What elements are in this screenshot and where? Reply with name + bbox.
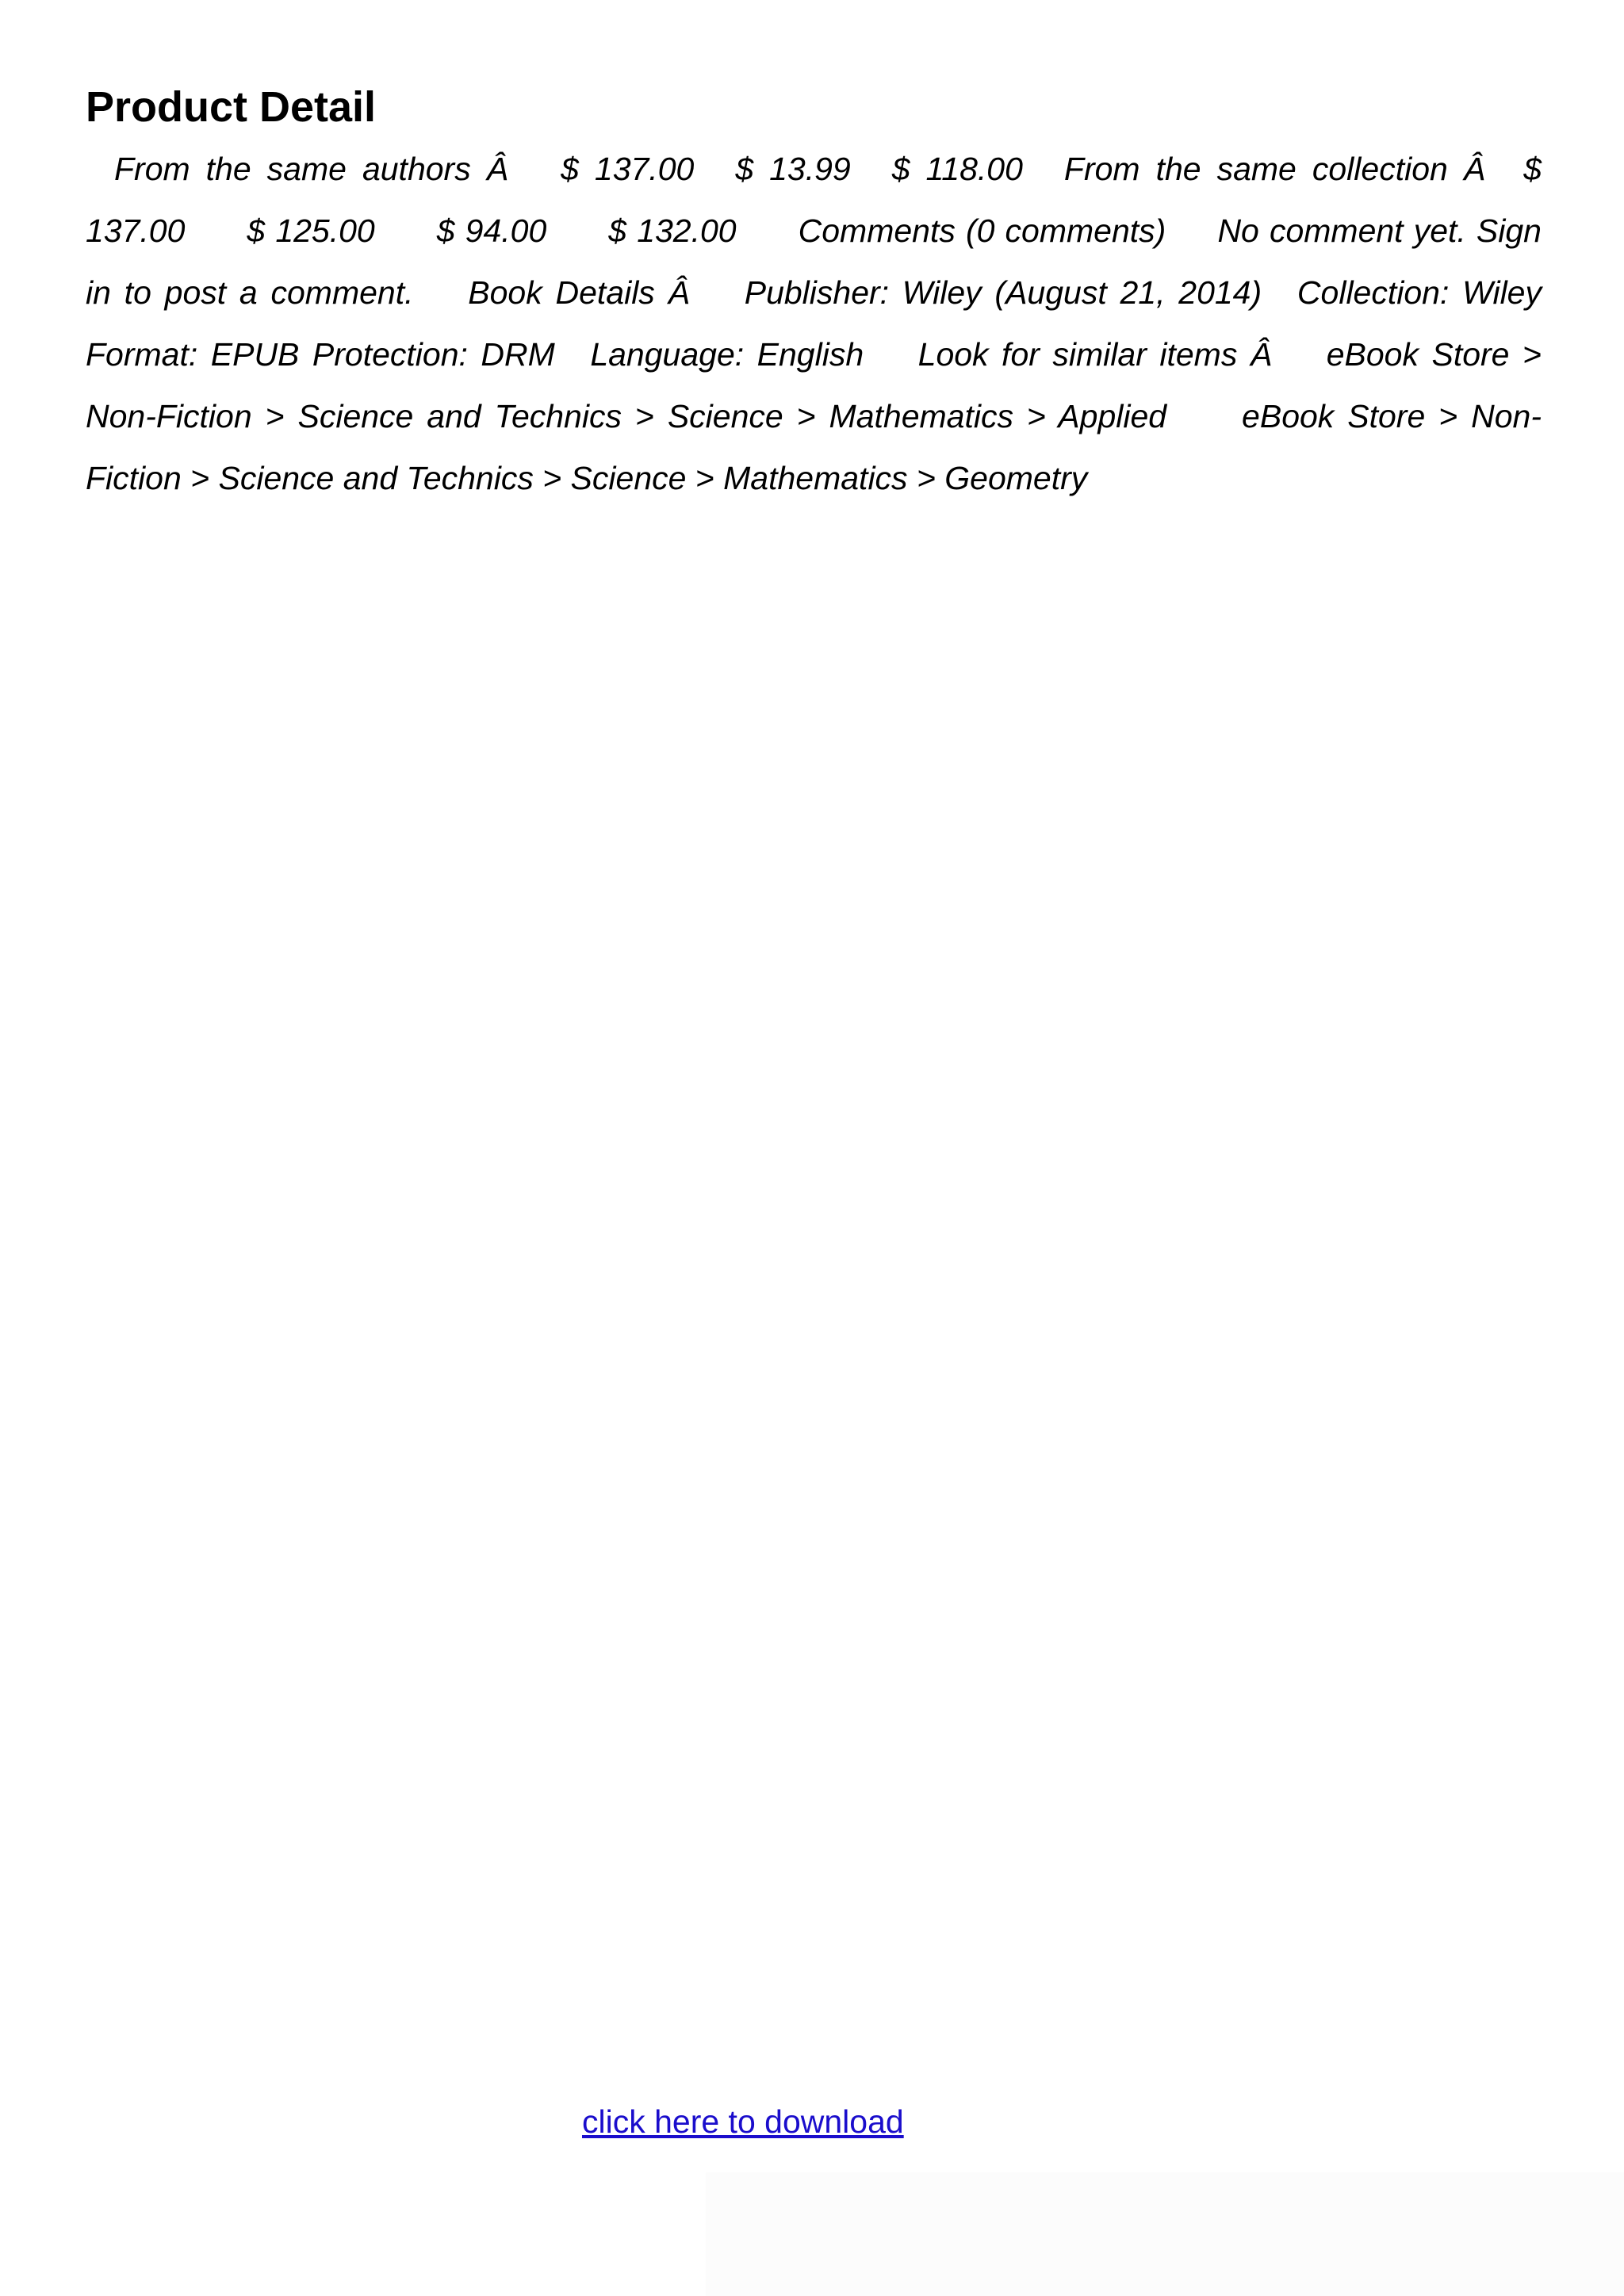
similar-items-breadcrumb-2[interactable]: eBook Store > Non-Fiction > Science and Technics > Science > Mathematics > Geometry <box>86 398 1542 496</box>
collection-info: Collection: Wiley <box>1297 274 1542 311</box>
same-collection-price-1[interactable]: $ 137.00 <box>86 151 1551 249</box>
page-title: Product Detail <box>86 83 377 131</box>
same-authors-price-2[interactable]: $ 13.99 <box>735 151 851 187</box>
sign-in-link[interactable]: Sign in to post a comment. <box>86 212 1551 311</box>
comments-heading: Comments (0 comments) <box>798 212 1166 249</box>
comments-empty-text: No comment yet. <box>1217 212 1466 249</box>
same-collection-price-4[interactable]: $ 132.00 <box>608 212 737 249</box>
same-authors-price-1[interactable]: $ 137.00 <box>561 151 695 187</box>
publisher-info: Publisher: Wiley (August 21, 2014) <box>744 274 1262 311</box>
book-details-heading: Book Details Â <box>468 274 690 311</box>
product-detail-text <box>86 138 1551 509</box>
same-collection-heading: From the same collection Â <box>1063 151 1486 187</box>
protection-info: Protection: DRM <box>312 336 555 373</box>
format-info: Format: EPUB <box>86 336 300 373</box>
same-authors-price-3[interactable]: $ 118.00 <box>891 151 1023 187</box>
similar-items-heading: Look for similar items Â <box>917 336 1273 373</box>
same-collection-price-2[interactable]: $ 125.00 <box>247 212 375 249</box>
language-info: Language: English <box>590 336 864 373</box>
same-authors-heading: From the same authors Â <box>114 151 509 187</box>
similar-items-breadcrumb-1[interactable]: eBook Store > Non-Fiction > Science and Technics > Science > Mathematics > Applied <box>86 336 1551 434</box>
download-link[interactable]: click here to download <box>582 2103 904 2140</box>
bottom-shade <box>706 2172 1624 2296</box>
same-collection-price-3[interactable]: $ 94.00 <box>436 212 547 249</box>
